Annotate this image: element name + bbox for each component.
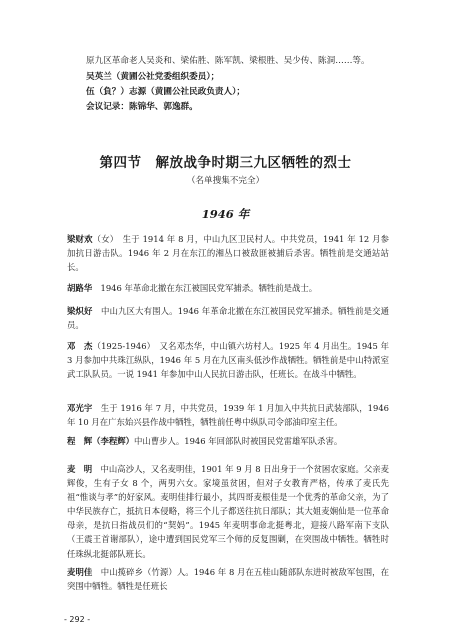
- martyr-entry: [67, 462, 389, 561]
- attendee-line: 伍（負？）志源（黄圃公社民政负责人）；: [86, 87, 245, 97]
- martyr-entry: [67, 401, 389, 429]
- martyr-name: 麦 明: [67, 464, 93, 474]
- martyr-bio: （女） 生于 1914 年 8 月，中山九区卫民村人。中共党员，1941 年 12 月参加抗日游击队。1946 年 2 月在东江的湘丛口被敌匪被捕后杀害。牺牲前是交通站站长。: [67, 234, 390, 273]
- martyr-name: 麦明佳: [67, 567, 93, 577]
- martyr-entry: [67, 281, 389, 295]
- martyr-entry: [67, 565, 389, 593]
- martyr-entry: [67, 304, 389, 332]
- martyr-name: 邓光宇: [67, 403, 93, 413]
- martyr-name: 梁财欢: [67, 234, 93, 244]
- martyr-name: 胡路华: [67, 283, 93, 293]
- martyr-name: 梁炽好: [67, 306, 93, 316]
- martyr-bio: 中山九区大有围人。1946 年革命北撤在东江被国民党军捕杀。牺牲前是交通员。: [67, 306, 389, 331]
- martyr-bio: 中山揽碎乡（竹源）人。1946 年 8 月在五桂山随部队东进时被敌军包围，在突围中牺牲。牺牲是任班长: [67, 567, 389, 592]
- attendee-line: 吴英兰（黄圃公社党委组织委员）；: [86, 72, 220, 82]
- martyr-bio: 中山曹步人。1946 年回部队时被国民党雷雄军队杀害。: [134, 436, 343, 446]
- year-heading: 1946 年: [201, 207, 250, 221]
- attendee-list-line: 原九区革命老人吴炎和、梁佑胜、陈军凯、梁根胜、吴少传、陈洞……等。: [86, 56, 370, 66]
- martyr-bio: 中山高沙人，又名麦明佳，1901 年 9 月 8 日出身于一个贫困农家庭。父亲麦辉俊，生有子女 8 个，两男六女。家境虽贫困，但对子女教育严格，传承了麦氏先祖“惟谈与孝”的好家风。麦明佳排行最小，其四哥麦根佳是一个优秀的革命父亲，为了中华民族存亡，抵抗日本侵略，将三个儿子都送往抗日部队；其大姐麦娴仙是一位革命母亲，是抗日指战员们的“契妈”。1945 年麦明事命北挺粤北，迎接八路军南下支队（王震王首谢部队），途中遭到国民党军三个师的反复围剿，在突围战中牺牲。牺牲时任珠纵北挺部队班长。: [67, 464, 390, 559]
- martyr-bio: （1925-1946） 又名邓杰华，中山镇六坊村人。1925 年 4 月出生。1945 年 3 月参加中共珠江纵队，1946 年 5 月在九区南头低沙作战牺牲。牺牲前是中山特派室武工队队员。一说 1941 年参加中山人民抗日游击队，任班长。在战斗中牺牲。: [67, 341, 389, 380]
- martyr-entry: [67, 339, 389, 381]
- martyr-entry: [67, 434, 389, 448]
- section-subtitle: （名单搜集不完全）: [186, 176, 265, 186]
- recorder-line: 会议记录：陈锦华、郭逸群。: [86, 102, 198, 112]
- martyr-bio: 生于 1916 年 7 月，中共党员，1939 年 1 月加入中共抗日武装部队，1946 年 10 月在广东始兴县作战中牺牲，牺牲前任粤中纵队司令部油印室主任。: [67, 403, 389, 428]
- martyr-entry: [67, 232, 389, 274]
- section-title: 第四节 解放战争时期三九区牺牲的烈士: [99, 155, 352, 171]
- page-number: - 292 -: [64, 615, 91, 624]
- martyr-name: 邓 杰: [67, 341, 93, 351]
- martyr-name: 程 辉（李程辉）: [67, 436, 134, 446]
- martyr-bio: 1946 年革命北撤在东江被国民党军捕杀。牺牲前是战士。: [92, 283, 318, 293]
